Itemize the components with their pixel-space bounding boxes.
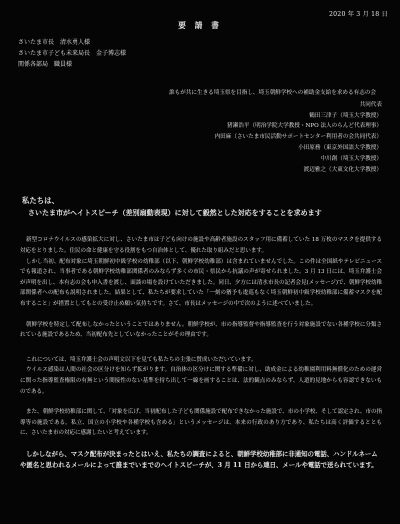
closing-paragraph: しかしながら、マスク配布が決まったとはいえ、私たちの調査によると、朝鮮学校幼稚部に非通知の電話、ハンドルネームや匿名と思われるメールによって誰までいまでのヘイトスピーチが、3 月 11 日から連日、メールや電話で送られています。 (20, 449, 378, 470)
body-paragraph: これについては、埼玉弁護士会の声明文以下を見ても私たちの主張に賛成いただいています。 (26, 356, 257, 363)
body-paragraph: 朝鮮学校を特定して配布しなかったということではありません。朝鮮学校が、市の指導監督や指導監査を行う対象施設でない各種学校に分類されている施設であるため、当初配布先としていなかったことがその理由です。 (20, 321, 382, 339)
recipient-line: さいたま市長 清水勇人様 (18, 39, 91, 46)
recipients-block (18, 37, 386, 70)
sender-line: 鶴田三津子（埼玉大学教授） (309, 112, 382, 119)
body-paragraph: しかし当初、配布対象に埼玉朝鮮初中級学校の幼稚部（以下、朝鮮学校幼稚部）は含まれていませんでした。この件は全国紙やテレビニュースでも報道され、当事者である朝鮮学校幼稚部関係者のみならず多くの市民・県民から抗議の声が寄せられました。3 月 13 日には、埼玉弁護士会が声明を出し、本有志の会も申入書を渡し、面談の場を設けていただきました。同日、夕方には清水市長の記者会見(メッセージ)で、朝鮮学校幼稚部関係者への配布も説明されました。結果として、私たちが要求していた「一刻の猶予も逡巡もなく埼玉朝鮮初中級学校幼稚部に備蓄マスクを配布すること」が措置としてもとの受け止め願い気持ちです。さて、市長はメッセージの中で次のように述べていました。 (20, 258, 382, 307)
body-paragraph: ウイルス感染は人間の社会の区分けを知らず拡がります。自治体の区分けに関する準備に対し、助成金による幼稚園利用料無償化のための運営に関った指導監査権限の有無という間接性のない基準を持ち出して一線を画することは、法的観点のみならず、人道的見地からも容認できないものである。 (20, 367, 382, 395)
sender-organization: 誰もが共に生きる埼玉県を目指し、埼玉朝鮮学校への補助金支給を求める有志の会 (169, 90, 376, 96)
document-date: 2020 年 3 月 18 日 (329, 11, 388, 18)
body-paragraph: また、朝鮮学校幼稚部に関して、「対象を広げ、当初配布した子ども関係施設で配布できなかった施設で、市の小学校、そして認定され、市の指導等の施設である。私立、国立の小学校や各種学校も含める」というメッセージは、本来の行政のあり方であり、私たちは高く評価するとともに、さいたま市の対応に感謝したいと考えています。 (20, 409, 382, 437)
recipient-line: さいたま市子ども未来局長 金子博志様 (18, 50, 127, 57)
sender-line: 小田原務（東京外国語大学教授） (298, 144, 382, 151)
sender-line: 共同代表 (359, 101, 382, 108)
section-subheading: さいたま市がヘイトスピーチ（差別扇動表現）に対して毅然とした対応をすることを求めます (28, 208, 322, 218)
sender-list (14, 100, 386, 176)
sender-line: 猪瀬浩平（明治学院大学教授・NPO 法人のらんど代表理事） (227, 123, 382, 130)
body-paragraph: 新型コロナウイルスの感染拡大に対し、さいたま市は子ども向けの施設や高齢者施設のスタッフ用に備蓄していた 18 万枚のマスクを提供する対応をとりました。住民の命と健康を守る役割をもつ自治体として、優れた取り組みだと思います。 (20, 237, 382, 254)
recipient-line: 関係各部局 職員様 (18, 61, 73, 68)
sender-block (14, 88, 386, 175)
section-heading: 私たちは、 (22, 196, 59, 206)
sender-line: 渡辺雅之（大東文化大学教授） (303, 166, 382, 173)
sender-line: 内田麻（さいたま市民活動サポートセンター利用者の会共同代表） (214, 134, 382, 141)
sender-line: 中川創（埼玉大学教授） (320, 155, 382, 162)
document-title: 要 請 書 (178, 21, 222, 30)
